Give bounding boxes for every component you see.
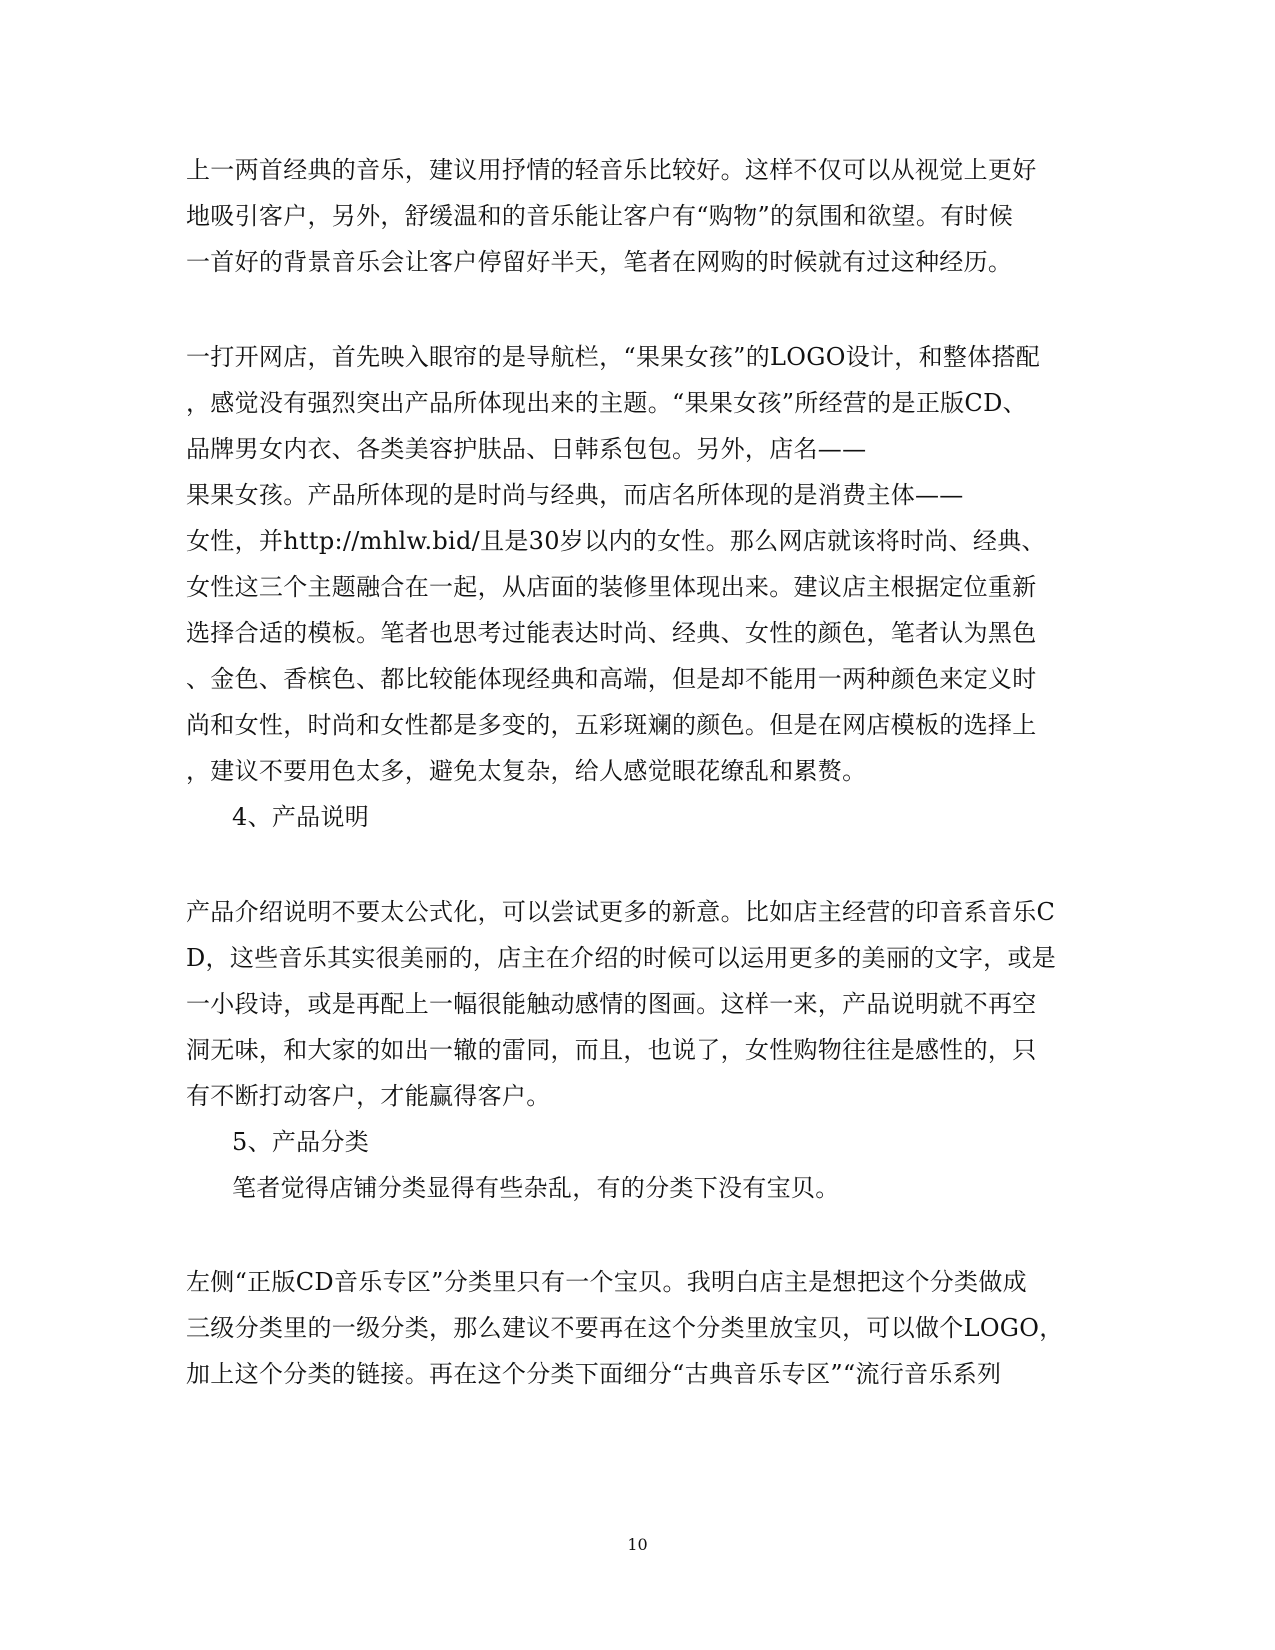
section-heading: 4、产品说明 [232,803,370,831]
paragraph-line: 尚和女性，时尚和女性都是多变的，五彩斑斓的颜色。但是在网店模板的选择上 [186,711,1037,739]
paragraph-line: 、金色、香槟色、都比较能体现经典和高端，但是却不能用一两种颜色来定义时 [186,665,1037,693]
paragraph-line: 一打开网店，首先映入眼帘的是导航栏，“果果女孩”的LOGO设计，和整体搭配 [186,343,1041,371]
paragraph-line: 有不断打动客户，才能赢得客户。 [186,1082,551,1110]
paragraph-line: 加上这个分类的链接。再在这个分类下面细分“古典音乐专区”“流行音乐系列 [186,1360,1002,1388]
paragraph-line: D，这些音乐其实很美丽的，店主在介绍的时候可以运用更多的美丽的文字，或是 [186,944,1057,972]
paragraph-line: 品牌男女内衣、各类美容护肤品、日韩系包包。另外，店名—— [186,435,867,463]
paragraph-line: 三级分类里的一级分类，那么建议不要再在这个分类里放宝贝，可以做个LOGO， [186,1314,1064,1342]
paragraph-line: 洞无味，和大家的如出一辙的雷同，而且，也说了，女性购物往往是感性的，只 [186,1036,1037,1064]
paragraph-line: 笔者觉得店铺分类显得有些杂乱，有的分类下没有宝贝。 [232,1174,840,1202]
paragraph-line: 一小段诗，或是再配上一幅很能触动感情的图画。这样一来，产品说明就不再空 [186,990,1037,1018]
paragraph-line: ，建议不要用色太多，避免太复杂，给人感觉眼花缭乱和累赘。 [186,757,867,785]
paragraph-line: 果果女孩。产品所体现的是时尚与经典，而店名所体现的是消费主体—— [186,481,964,509]
paragraph-line: ，感觉没有强烈突出产品所体现出来的主题。“果果女孩”所经营的是正版CD、 [186,389,1027,417]
paragraph-line: 地吸引客户，另外，舒缓温和的音乐能让客户有“购物”的氛围和欲望。有时候 [186,202,1014,230]
paragraph-line: 产品介绍说明不要太公式化，可以尝试更多的新意。比如店主经营的印音系音乐C [186,898,1056,926]
paragraph-line: 女性这三个主题融合在一起，从店面的装修里体现出来。建议店主根据定位重新 [186,573,1037,601]
paragraph-line: 选择合适的模板。笔者也思考过能表达时尚、经典、女性的颜色，笔者认为黑色 [186,619,1037,647]
section-heading: 5、产品分类 [232,1128,370,1156]
page-number: 10 [627,1535,648,1554]
paragraph-line: 女性，并http://mhlw.bid/且是30岁以内的女性。那么网店就该将时尚、经典、 [186,527,1046,555]
paragraph-line: 上一两首经典的音乐，建议用抒情的轻音乐比较好。这样不仅可以从视觉上更好 [186,156,1037,184]
paragraph-line: 一首好的背景音乐会让客户停留好半天，笔者在网购的时候就有过这种经历。 [186,248,1013,276]
paragraph-line: 左侧“正版CD音乐专区”分类里只有一个宝贝。我明白店主是想把这个分类做成 [186,1268,1027,1296]
